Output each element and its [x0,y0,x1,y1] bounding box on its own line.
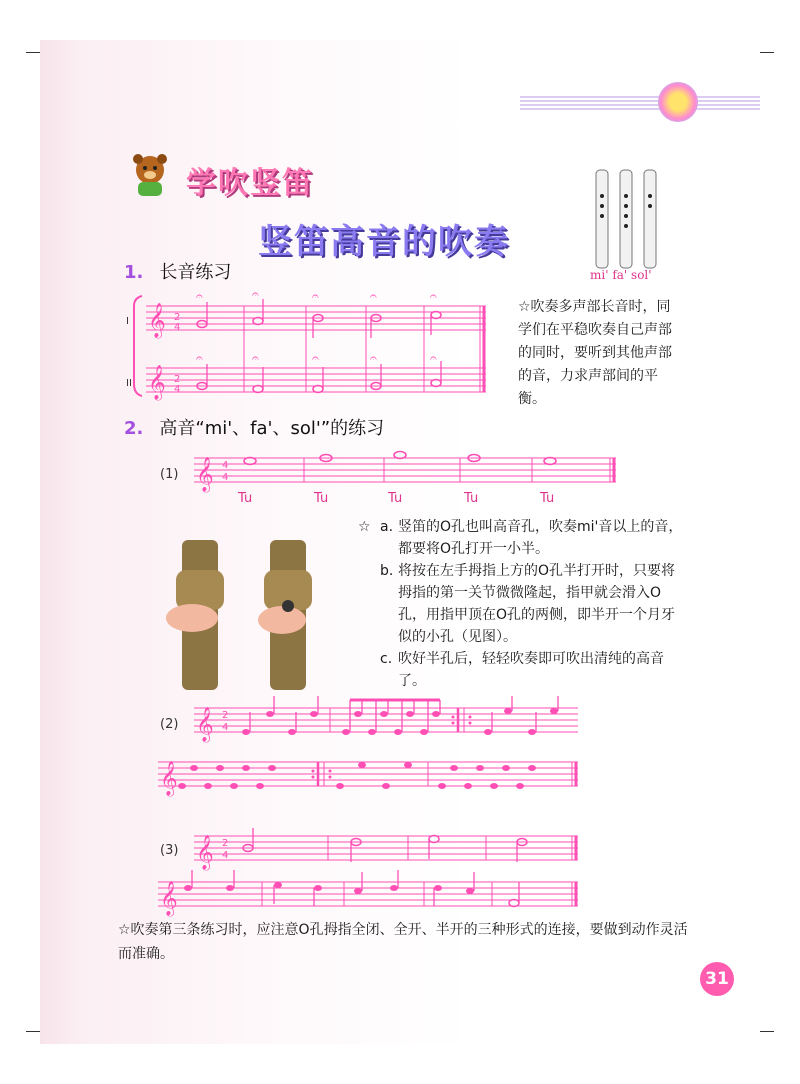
exercise2-line1-score [158,448,628,508]
exercise1-number: 1. [124,262,144,283]
time-signature: 4 [222,850,229,861]
time-signature: 4 [222,472,229,483]
exercise1-score [120,290,490,406]
syllable: Tu [238,491,253,506]
header-stripes [520,96,760,112]
line1-label: (1) [160,467,179,482]
bear-mascot-icon [124,148,176,200]
syllable: Tu [388,491,403,506]
time-signature: 2 [222,710,229,721]
syllable: Tu [464,491,479,506]
part-label-1: I [126,316,129,327]
svg-text:𝄐: 𝄐 [370,351,377,365]
half-hole-tips [358,516,684,692]
treble-clef-icon: 𝄞 [196,835,214,870]
exercise1-title: 长音练习 [159,262,232,283]
svg-text:𝄐: 𝄐 [196,290,203,303]
time-signature: 4 [174,322,181,333]
treble-clef-icon: 𝄞 [148,303,166,338]
svg-text:𝄐: 𝄐 [312,290,319,303]
tip-c: c. 吹好半孔后，轻轻吹奏即可吹出清纯的高音了。 [380,651,664,689]
tip-b: b. 将按在左手拇指上方的O孔半打开时，只要将拇指的第一关节微微隆起，指甲就会滑入O孔，用指甲顶在O孔的两侧，即半开一个月牙似的小孔（见图）。 [380,563,676,645]
thumb-half-hole-illustration [158,540,348,690]
syllable: Tu [540,491,555,506]
recorder-fingering-icon [588,166,668,276]
corner-badge-icon [658,82,698,122]
svg-text:𝄐: 𝄐 [252,351,259,365]
page-title: 竖笛高音的吹奏 [258,222,510,262]
crop-mark [760,1031,774,1046]
svg-text:𝄐: 𝄐 [312,351,319,365]
treble-clef-icon: 𝄞 [148,365,166,400]
line2-label: (2) [160,717,179,732]
time-signature: 4 [222,722,229,733]
svg-text:𝄐: 𝄐 [252,290,259,301]
exercise1-heading [124,258,231,284]
syllable: Tu [314,491,329,506]
recorder-note-labels: mi' fa' sol' [590,268,652,282]
time-signature: 2 [174,374,181,385]
star-icon: ☆ [358,519,371,535]
crop-mark [760,38,774,53]
time-signature: 2 [222,838,229,849]
exercise1-note: ☆吹奏多声部长音时，同学们在平稳吹奏自己声部的同时，要听到其他声部的音，力求声部间的平衡。 [518,299,672,407]
crop-mark [26,1031,40,1046]
svg-text:𝄐: 𝄐 [430,290,437,303]
treble-clef-icon: 𝄞 [160,761,178,796]
treble-clef-icon: 𝄞 [160,881,178,916]
exercise2-line2-score [158,696,598,816]
time-signature: 4 [174,384,181,395]
svg-text:𝄐: 𝄐 [430,351,437,365]
treble-clef-icon: 𝄞 [196,707,214,742]
page-number: 31 [700,962,734,996]
time-signature: 4 [222,460,229,471]
section-title: 学吹竖笛 [186,166,314,201]
exercise2-heading [124,414,384,440]
svg-text:𝄐: 𝄐 [196,351,203,365]
tip-a: ☆ a. 竖笛的O孔也叫高音孔，吹奏mi'音以上的音，都要将O孔打开一小半。 [358,516,684,560]
line3-label: (3) [160,843,179,858]
footer-note: ☆吹奏第三条练习时，应注意O孔拇指全闭、全开、半开的三种形式的连接，要做到动作灵活而准确。 [118,922,688,962]
crop-mark [26,38,40,53]
exercise2-number: 2. [124,418,144,439]
svg-text:𝄐: 𝄐 [370,290,377,303]
part-label-2: II [126,378,132,389]
treble-clef-icon: 𝄞 [196,457,214,492]
time-signature: 2 [174,312,181,323]
exercise2-line3-score [158,824,598,920]
exercise2-title: 高音“mi'、fa'、sol'”的练习 [159,418,385,439]
